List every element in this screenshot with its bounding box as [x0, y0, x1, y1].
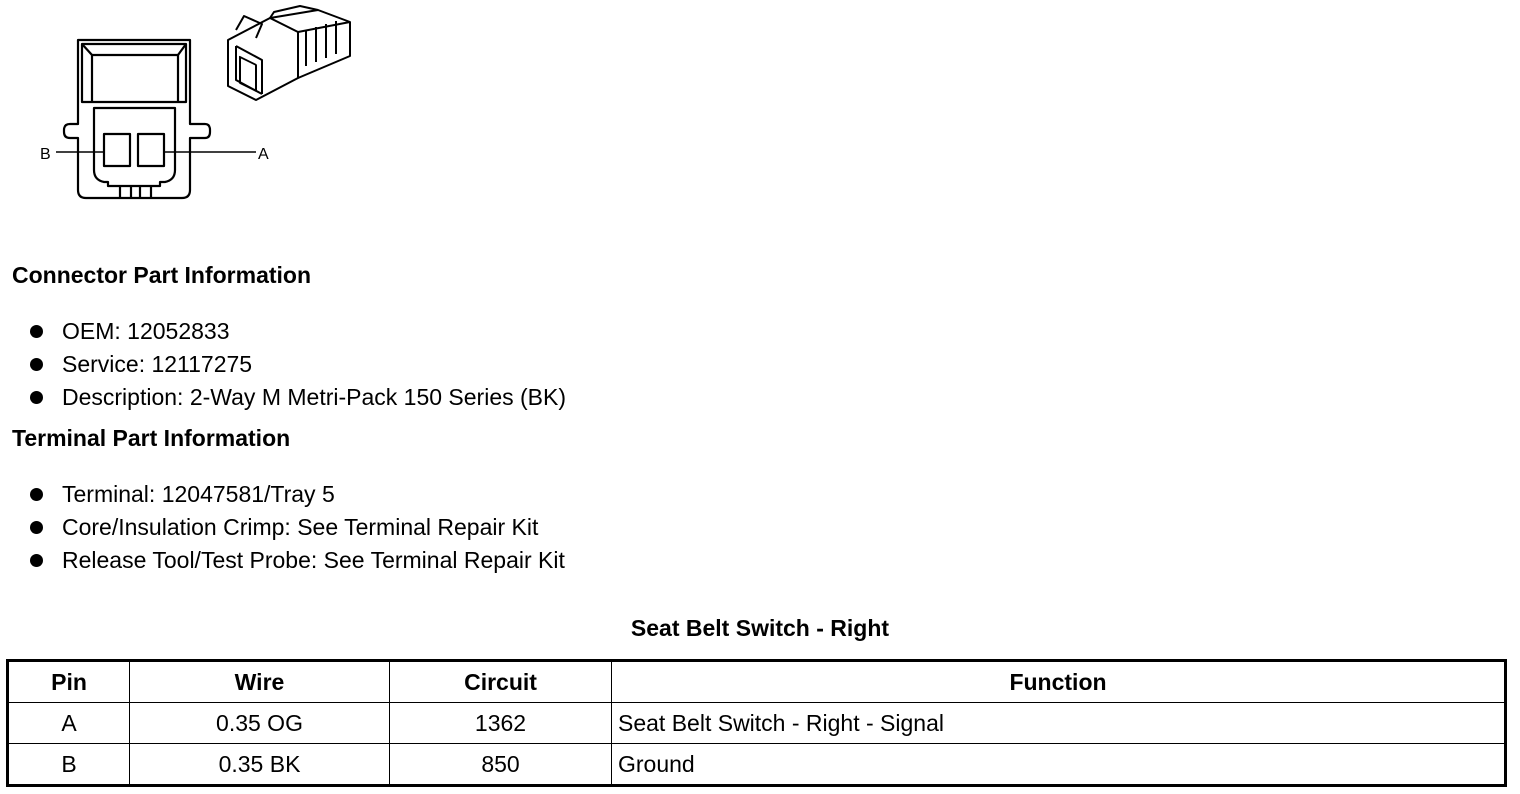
circuit-cell: 1362 [390, 703, 612, 744]
release-tool-test-probe: Release Tool/Test Probe: See Terminal Repair Kit [62, 547, 565, 573]
pin-cell: B [8, 744, 130, 786]
bullet-icon [30, 391, 43, 404]
table-row [8, 744, 1506, 786]
column-header-circuit: Circuit [390, 661, 612, 703]
list-item [28, 316, 566, 349]
bullet-icon [30, 488, 43, 501]
terminal-part-info-heading: Terminal Part Information [12, 425, 291, 451]
wire-cell: 0.35 OG [130, 703, 390, 744]
oem-part-number: OEM: 12052833 [62, 318, 230, 344]
pinout-table-title: Seat Belt Switch - Right [630, 615, 890, 641]
function-cell: Seat Belt Switch - Right - Signal [612, 703, 1506, 744]
service-part-number: Service: 12117275 [62, 351, 253, 377]
connector-iso-drawing [228, 6, 350, 100]
core-insulation-crimp: Core/Insulation Crimp: See Terminal Repair Kit [62, 514, 539, 540]
function-cell: Ground [612, 744, 1506, 786]
connector-diagram [0, 0, 360, 220]
connector-part-info-heading: Connector Part Information [12, 262, 312, 288]
bullet-icon [30, 325, 43, 338]
list-item [28, 512, 565, 545]
circuit-cell: 850 [390, 744, 612, 786]
list-item [28, 382, 566, 415]
terminal-part-info-list [28, 479, 565, 578]
bullet-icon [30, 358, 43, 371]
column-header-function: Function [612, 661, 1506, 703]
pin-a-label: A [258, 146, 269, 163]
pin-cell: A [8, 703, 130, 744]
table-header-row [8, 661, 1506, 703]
pin-b-label: B [40, 146, 51, 163]
connector-part-info-list [28, 316, 566, 415]
list-item [28, 479, 565, 512]
table-row [8, 703, 1506, 744]
column-header-pin: Pin [8, 661, 130, 703]
connector-description: Description: 2-Way M Metri-Pack 150 Series (BK) [62, 384, 567, 410]
bullet-icon [30, 521, 43, 534]
bullet-icon [30, 554, 43, 567]
list-item [28, 545, 565, 578]
connector-face-drawing [56, 40, 256, 198]
wire-cell: 0.35 BK [130, 744, 390, 786]
terminal-part-number: Terminal: 12047581/Tray 5 [62, 481, 335, 507]
column-header-wire: Wire [130, 661, 390, 703]
list-item [28, 349, 566, 382]
pinout-table [6, 659, 1507, 787]
